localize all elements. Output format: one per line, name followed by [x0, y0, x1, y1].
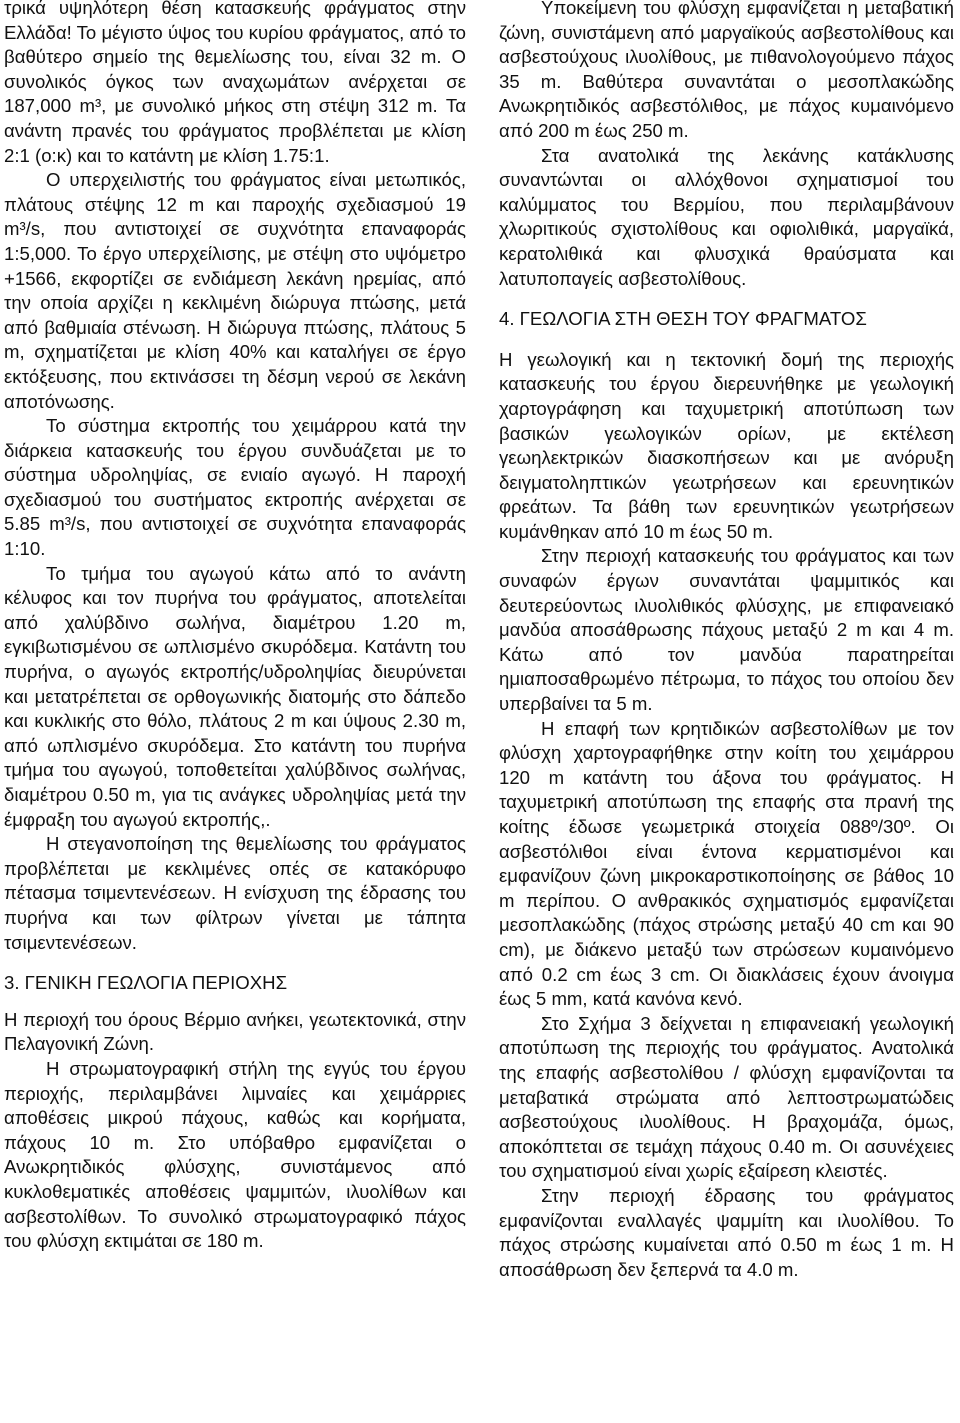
paragraph: Υποκείμενη του φλύσχη εμφανίζεται η μεταβατική ζώνη, συνιστάμενη από μαργαϊκούς ασβεστολίθους και ασβεστούχους ιλυολίθους, με πιθανολογούμενο πάχος 35 m. Βαθύτερα συναντάται ο μεσοπλακώδης Ανωκρητιδικός ασβεστόλιθος, με πάχος κυμαινόμενο από 200 m έως 250 m.: [499, 0, 954, 141]
paragraph: Το σύστημα εκτροπής του χειμάρρου κατά την διάρκεια κατασκευής του έργου συνδυάζεται με το σύστημα υδροληψίας, σε ενιαίο αγωγό. Η παροχή σχεδιασμού του συστήματος εκτροπής ανέρχεται σε 5.85 m³/s, που αντιστοιχεί σε συχνότητα επαναφοράς 1:10.: [4, 415, 466, 560]
spacer: [4, 996, 466, 1008]
paragraph: Η περιοχή του όρους Βέρμιο ανήκει, γεωτεκτονικά, στην Πελαγονική Ζώνη.: [4, 1008, 466, 1055]
paragraph: Στην περιοχή κατασκευής του φράγματος και των συναφών έργων συναντάται ψαμμιτικός και δευτερεύοντως ιλυολιθικός φλύσχης, με επιφανειακό μανδύα αποσάθρωσης πάχους μεταξύ 2 m και 4 m. Κάτω από τον μανδύα παρατηρείται ημιαποσαθρωμένο πέτρωμα, το πάχος του οποίου δεν υπερβαίνει τα 5 m.: [499, 545, 954, 715]
paragraph: Η στρωματογραφική στήλη της εγγύς του έργου περιοχής, περιλαμβάνει λιμναίες και χειμάρριες αποθέσεις μικρού πάχους, καθώς και κορήματα, πάχους 10 m. Στο υπόβαθρο εμφανίζεται ο Ανωκρητιδικός φλύσχης, συνιστάμενος από κυκλοθεματικές αποθέσεις ψαμμιτών, ιλυολίθων και ασβεστολίθων. Το συνολικό στρωματογραφικό πάχος του φλύσχη εκτιμάται σε 180 m.: [4, 1057, 466, 1252]
paragraph: Στο Σχήμα 3 δείχνεται η επιφανειακή γεωλογική αποτύπωση της περιοχής του φράγματος. Ανατολικά της επαφής ασβεστολίθου / φλύσχη εμφανίζονται τα μεταβατικά στρώματα από λεπτοστρωματώδεις ασβεστούχους ιλυολίθους. Η βραχομάζα, όμως, αποκόπτεται σε τεμάχη πάχους 0.40 m. Οι ασυνέχειες του σχηματισμού είναι χωρίς εξαίρεση κλειστές.: [499, 1012, 954, 1182]
paragraph: Η επαφή των κρητιδικών ασβεστολίθων με τον φλύσχη χαρτογραφήθηκε στην κοίτη του χειμάρρου 120 m κατάντη του άξονα του φράγματος. Η ταχυμετρική αποτύπωση της επαφής στα πρανή της κοίτης έδωσε γεωμετρικά στοιχεία 088º/30º. Οι ασβεστόλιθοι είναι έντονα κερματισμένοι και εμφανίζουν ζώνη μικροκαρστικοποίησης σε βάθος 10 m περίπου. Ο ανθρακικός σχηματισμός εμφανίζεται μεσοπλακώδης (πάχος στρώσης μεταξύ 40 cm και 90 cm), με διάκενο μεταξύ των στρώσεων κυμαινόμενο από 0.2 cm έως 3 cm. Οι διακλάσεις έχουν άνοιγμα έως 5 mm, κατά κανόνα κενό.: [499, 717, 954, 1010]
paragraph: Η στεγανοποίηση της θεμελίωσης του φράγματος προβλέπεται με κεκλιμένες οπές σε κατακόρυφο πέτασμα τσιμεντενέσεων. Η ενίσχυση της έδρασης του πυρήνα και των φίλτρων γίνεται με τάπητα τσιμεντενέσεων.: [4, 833, 466, 953]
right-column: [499, 0, 954, 1282]
section-heading-4: 4. ΓΕΩΛΟΓΙΑ ΣΤΗ ΘΕΣΗ ΤΟΥ ΦΡΑΓΜΑΤΟΣ: [499, 308, 867, 330]
paragraph: Ο υπερχειλιστής του φράγματος είναι μετωπικός, πλάτους στέψης 12 m και παροχής σχεδιασμού 19 m³/s, που αντιστοιχεί σε συχνότητα επαναφοράς 1:5,000. Το έργο υπερχείλισης, με στέψη στο υψόμετρο +1566, εκφορτίζει σε ενδιάμεση λεκάνη ηρεμίας, από την οποία αρχίζει η κεκλιμένη διώρυγα πτώσης, μετά από βαθμιαία στένωση. Η διώρυγα πτώσης, πλάτους 5 m, σχηματίζεται με κλίση 40% και καταλήγει σε έργο εκτόξευσης, που εκτινάσσει τη δέσμη νερού σε λεκάνη αποτόνωσης.: [4, 169, 466, 412]
section-heading-3: 3. ΓΕΝΙΚΗ ΓΕΩΛΟΓΙΑ ΠΕΡΙΟΧΗΣ: [4, 972, 288, 994]
spacer: [499, 291, 954, 307]
paragraph: Η γεωλογική και η τεκτονική δομή της περιοχής κατασκευής του έργου διερευνήθηκε με γεωλογική χαρτογράφηση και ταχυμετρική αποτύπωση των βασικών γεωλογικών ορίων, με εκτέλεση γεωηλεκτρικών διασκοπήσεων και με ανόρυξη δειγματοληπτικών γεωτρήσεων και ερευνητικών φρεάτων. Τα βάθη των ερευνητικών γεωτρήσεων κυμάνθηκαν από 10 m έως 50 m.: [499, 348, 954, 542]
spacer: [499, 332, 954, 348]
left-column: [4, 0, 466, 1254]
paragraph: τρικά υψηλότερη θέση κατασκευής φράγματος στην Ελλάδα! Το μέγιστο ύψος του κυρίου φράγματος, από το βαθύτερο σημείο της θεμελίωσης του, είναι 32 m. Ο συνολικός όγκος των αναχωμάτων ανέρχεται σε 187,000 m³, με συνολικό μήκος στη στέψη 312 m. Τα ανάντη πρανές του φράγματος προβλέπεται με κλίση 2:1 (ο:κ) και το κατάντη με κλίση 1.75:1.: [4, 0, 466, 166]
paragraph: Το τμήμα του αγωγού κάτω από το ανάντη κέλυφος και τον πυρήνα του φράγματος, αποτελείται από χαλύβδινο σωλήνα, διαμέτρου 1.20 m, εγκιβωτισμένου σε ωπλισμένο σκυρόδεμα. Κατάντη του πυρήνα, ο αγωγός εκτροπής/υδροληψίας διευρύνεται και μετατρέπεται σε ορθογωνικής διατομής στο δάπεδο και κυκλικής στο θόλο, πλάτους 2 m και ύψους 2.30 m, από ωπλισμένο σκυρόδεμα. Στο κατάντη του πυρήνα τμήμα του αγωγού, τοποθετείται χαλύβδινος σωλήνας, διαμέτρου 0.50 m, για τις ανάγκες υδροληψίας μετά την έμφραξη του αγωγού εκτροπής,.: [4, 562, 466, 830]
spacer: [4, 955, 466, 971]
paragraph: Στα ανατολικά της λεκάνης κατάκλυσης συναντώνται οι αλλόχθονοι σχηματισμοί του καλύμματος του Βερμίου, που περιλαμβάνουν χλωριτικούς σχιστολίθους και οφιολιθικά, μαργαϊκά, κερατολιθικά και φλυσχικά θραύσματα και λατυποπαγείς ασβεστολίθους.: [499, 144, 954, 289]
paragraph: Στην περιοχή έδρασης του φράγματος εμφανίζονται εναλλαγές ψαμμίτη και ιλυολίθου. Το πάχος στρώσης κυμαίνεται από 0.50 m έως 1 m. Η αποσάθρωση δεν ξεπερνά τα 4.0 m.: [499, 1184, 954, 1280]
